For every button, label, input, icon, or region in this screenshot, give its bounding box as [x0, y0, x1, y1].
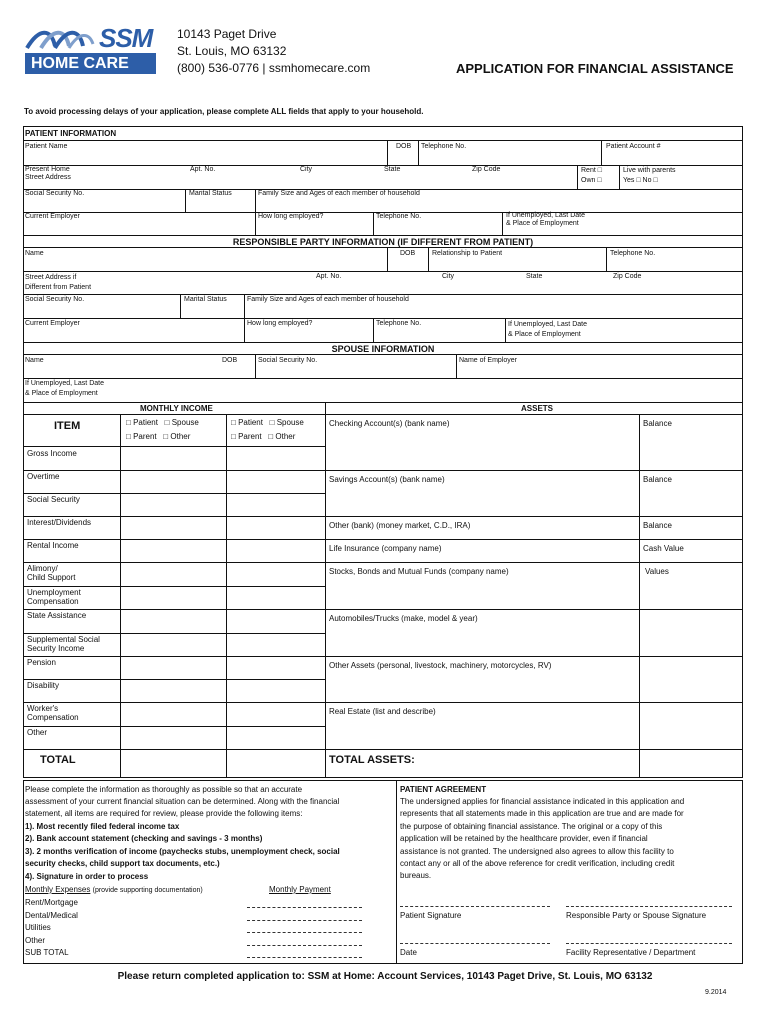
expense-payment-input[interactable]: [247, 920, 362, 921]
spouse-name-field[interactable]: Name: [25, 357, 44, 364]
income-row-label: Rental Income: [27, 541, 79, 550]
monthly-payment-heading: Monthly Payment: [269, 885, 331, 894]
income-col2-cell[interactable]: [227, 656, 324, 679]
responsible-apt-field[interactable]: Apt. No.: [316, 273, 342, 280]
agreement-line: represents that all statements made in this application are true and are made for: [400, 809, 684, 819]
live-with-parents-checkbox[interactable]: Yes □ No □: [623, 177, 658, 184]
income-col2-cell[interactable]: [227, 516, 324, 539]
agreement-line: contact any or all of the above reference for credit verification, including credit: [400, 859, 675, 868]
spouse-unemployed-field[interactable]: If Unemployed, Last Date & Place of Employment: [25, 380, 104, 398]
expense-label: Utilities: [25, 923, 51, 932]
expense-label: SUB TOTAL: [25, 948, 69, 957]
patient-how-long-field[interactable]: How long employed?: [258, 213, 324, 220]
income-col1-cell[interactable]: [121, 702, 225, 726]
responsible-zip-field[interactable]: Zip Code: [613, 273, 642, 280]
expense-label: Other: [25, 935, 46, 945]
return-instructions: Please return completed application to: SSM at Home: Account Services, 10143 Paget Drive, St. Louis, MO 63132: [117, 971, 653, 982]
expense-payment-input[interactable]: [247, 945, 362, 946]
ssm-home-care-logo: [25, 24, 156, 75]
income-col2-cell[interactable]: [227, 539, 324, 562]
responsible-city-field[interactable]: City: [442, 273, 455, 280]
intro-line-3: statement, all items are required for review, please provide the following items:: [25, 809, 303, 818]
responsible-marital-field[interactable]: Marital Status: [184, 296, 227, 303]
income-row-label: Interest/Dividends: [27, 518, 92, 527]
date-line[interactable]: Date: [400, 948, 417, 957]
required-item: 1). Most recently filed federal income tax: [25, 822, 180, 831]
income-row-label: State Assistance: [27, 611, 87, 620]
required-item: 3). 2 months verification of income (paychecks stubs, unemployment check, social: [25, 846, 340, 856]
asset-row-value-label[interactable]: Values: [645, 567, 669, 576]
asset-row-divider: [325, 562, 743, 563]
agreement-line: application will be retained by the healthcare provider, even if financial: [400, 834, 648, 844]
patient-state-field[interactable]: State: [384, 166, 401, 173]
income-col1-cell[interactable]: [121, 586, 225, 609]
income-col2-cell[interactable]: [227, 562, 324, 586]
income-row-label: Unemployment Compensation: [27, 588, 81, 606]
patient-dob-field[interactable]: DOB: [396, 143, 412, 150]
income-row-label: Overtime: [27, 472, 60, 481]
asset-row-label[interactable]: Checking Account(s) (bank name): [329, 419, 450, 428]
patient-ssn-field[interactable]: Social Security No.: [25, 190, 85, 197]
logo-tag-bar: [25, 53, 156, 74]
patient-signature-line[interactable]: Patient Signature: [400, 911, 462, 920]
patient-marital-field[interactable]: Marital Status: [189, 190, 232, 197]
required-item: 2). Bank account statement (checking and savings - 3 months): [25, 834, 263, 844]
expense-payment-input[interactable]: [247, 957, 362, 958]
responsible-state-field[interactable]: State: [526, 273, 543, 280]
monthly-income-heading: MONTHLY INCOME: [140, 404, 213, 413]
income-col2-cell[interactable]: [227, 679, 324, 702]
patient-zip-field[interactable]: Zip Code: [472, 166, 501, 173]
responsible-how-long-field[interactable]: How long employed?: [247, 320, 313, 327]
responsible-name-field[interactable]: Name: [25, 250, 44, 257]
income-col1-cell[interactable]: [121, 539, 225, 562]
income-row-label: Pension: [27, 658, 56, 667]
responsible-address-field[interactable]: Street Address if Different from Patient: [25, 274, 92, 292]
asset-row-value-label[interactable]: Cash Value: [643, 544, 684, 553]
income-col2-cell[interactable]: [227, 586, 324, 609]
col2-parent-other[interactable]: □ Parent □ Other: [231, 432, 296, 441]
patient-city-field[interactable]: City: [300, 166, 313, 173]
responsible-party-heading: RESPONSIBLE PARTY INFORMATION (IF DIFFERENT FROM PATIENT): [232, 237, 534, 247]
asset-row-divider: [325, 609, 743, 610]
asset-row-value-label[interactable]: Balance: [643, 521, 672, 530]
patient-family-field[interactable]: Family Size and Ages of each member of household: [258, 190, 420, 197]
own-checkbox[interactable]: Own □: [581, 177, 602, 184]
income-col1-cell[interactable]: [121, 447, 225, 470]
logo-brand: SSM: [99, 23, 153, 53]
income-row-label: Social Security: [27, 495, 80, 504]
spouse-dob-field[interactable]: DOB: [222, 357, 238, 364]
required-item: 4). Signature in order to process: [25, 871, 149, 881]
asset-row-label[interactable]: Savings Account(s) (bank name): [329, 475, 445, 484]
income-row-label: Supplemental Social Security Income: [27, 635, 100, 653]
asset-row-label[interactable]: Automobiles/Trucks (make, model & year): [329, 614, 478, 623]
asset-row-value-label[interactable]: Balance: [643, 475, 672, 484]
income-col2-cell[interactable]: [227, 609, 324, 633]
agreement-heading: PATIENT AGREEMENT: [400, 785, 487, 794]
income-total-label: TOTAL: [40, 754, 76, 766]
patient-name-field[interactable]: Patient Name: [25, 143, 68, 150]
income-col1-cell[interactable]: [121, 679, 225, 702]
income-col2-cell[interactable]: [227, 447, 324, 470]
income-col1-cell[interactable]: [121, 633, 225, 656]
agreement-line: assistance is not granted. The undersigned also agrees to allow this facility to: [400, 846, 674, 856]
income-col1-cell[interactable]: [121, 493, 225, 516]
asset-row-label[interactable]: Other (bank) (money market, C.D., IRA): [329, 521, 471, 530]
spouse-info-heading: SPOUSE INFORMATION: [331, 344, 435, 354]
income-col1-cell[interactable]: [121, 726, 225, 749]
logo-tag: HOME CARE: [31, 55, 129, 72]
patient-info-heading: PATIENT INFORMATION: [25, 129, 117, 138]
expenses-heading: Monthly Expenses (provide supporting documentation): [25, 885, 203, 894]
live-with-parents-label: Live with parents: [623, 167, 676, 174]
agreement-line: the purpose of obtaining financial assistance. The original or a copy of this: [400, 821, 663, 831]
rent-checkbox[interactable]: Rent □: [581, 167, 602, 174]
asset-row-label[interactable]: Stocks, Bonds and Mutual Funds (company name): [329, 567, 509, 576]
asset-row-label[interactable]: Life Insurance (company name): [329, 544, 442, 553]
income-row-label: Other: [27, 728, 48, 737]
expense-label: Rent/Mortgage: [25, 898, 78, 907]
income-col2-cell[interactable]: [227, 726, 324, 749]
responsible-dob-field[interactable]: DOB: [400, 250, 416, 257]
income-row-label: Worker's Compensation: [27, 704, 79, 722]
income-col1-cell[interactable]: [121, 516, 225, 539]
header-contact: (800) 536-0776 | ssmhomecare.com: [177, 61, 371, 75]
responsible-phone-field[interactable]: Telephone No.: [610, 250, 656, 257]
responsible-family-field[interactable]: Family Size and Ages of each member of household: [247, 296, 409, 303]
assets-heading: ASSETS: [521, 404, 554, 413]
required-item: security checks, child support tax documents, etc.): [25, 859, 220, 869]
patient-unemployed-field[interactable]: If Unemployed, Last Date & Place of Employment: [506, 212, 585, 228]
asset-row-value-label[interactable]: Balance: [643, 419, 672, 428]
col1-parent-other[interactable]: □ Parent □ Other: [126, 432, 191, 441]
patient-account-field[interactable]: Patient Account #: [606, 143, 661, 150]
expense-label: Dental/Medical: [25, 910, 78, 920]
income-col2-cell[interactable]: [227, 633, 324, 656]
total-assets-label: TOTAL ASSETS:: [329, 754, 415, 766]
responsible-employer-field[interactable]: Current Employer: [25, 320, 80, 327]
income-col1-cell[interactable]: [121, 656, 225, 679]
expense-payment-input[interactable]: [247, 932, 362, 933]
income-col2-cell[interactable]: [227, 470, 324, 493]
spouse-ssn-field[interactable]: Social Security No.: [258, 357, 318, 364]
patient-address-field[interactable]: Present Home Street Address: [25, 166, 71, 182]
logo-swoosh-icon: [25, 26, 95, 52]
income-col1-cell[interactable]: [121, 470, 225, 493]
intro-line-1: Please complete the information as thoroughly as possible so that an accurate: [25, 785, 303, 794]
agreement-line: The undersigned applies for financial assistance indicated in this application and: [400, 797, 685, 806]
income-col1-cell[interactable]: [121, 609, 225, 633]
facility-representative-line[interactable]: Facility Representative / Department: [566, 948, 696, 957]
income-row-label: Disability: [27, 681, 60, 690]
item-heading: ITEM: [54, 420, 81, 432]
income-row-label: Alimony/ Child Support: [27, 564, 76, 582]
responsible-employer-phone-field[interactable]: Telephone No.: [376, 320, 422, 327]
expense-payment-input[interactable]: [247, 907, 362, 908]
patient-employer-field[interactable]: Current Employer: [25, 213, 80, 220]
income-col2-cell[interactable]: [227, 493, 324, 516]
patient-phone-field[interactable]: Telephone No.: [421, 143, 467, 150]
patient-apt-field[interactable]: Apt. No.: [190, 166, 216, 173]
responsible-unemployed-field[interactable]: If Unemployed, Last Date & Place of Employment: [508, 321, 587, 339]
asset-row-divider: [325, 702, 743, 703]
asset-row-divider: [325, 516, 743, 517]
patient-employer-phone-field[interactable]: Telephone No.: [376, 213, 422, 220]
income-row-label: Gross Income: [27, 449, 77, 458]
asset-row-label[interactable]: Other Assets (personal, livestock, machinery, motorcycles, RV): [329, 661, 552, 670]
instructions: To avoid processing delays of your application, please complete ALL fields that apply to your household.: [24, 107, 424, 116]
page-title: APPLICATION FOR FINANCIAL ASSISTANCE: [456, 61, 734, 76]
asset-row-divider: [325, 470, 743, 471]
income-col1-cell[interactable]: [121, 562, 225, 586]
intro-line-2: assessment of your current financial situation can be determined. Along with the financial: [25, 797, 340, 806]
responsible-signature-line[interactable]: Responsible Party or Spouse Signature: [566, 911, 707, 920]
asset-row-divider: [325, 656, 743, 657]
header-address-line-1: 10143 Paget Drive: [177, 27, 277, 41]
version-label: 9.2014: [705, 989, 727, 996]
spouse-employer-field[interactable]: Name of Employer: [459, 357, 517, 364]
asset-row-label[interactable]: Real Estate (list and describe): [329, 707, 436, 716]
col2-patient-spouse[interactable]: □ Patient □ Spouse: [231, 418, 304, 427]
header-address-line-2: St. Louis, MO 63132: [177, 44, 287, 58]
income-col2-cell[interactable]: [227, 702, 324, 726]
responsible-ssn-field[interactable]: Social Security No.: [25, 296, 85, 303]
asset-row-divider: [325, 539, 743, 540]
responsible-relationship-field[interactable]: Relationship to Patient: [432, 250, 503, 257]
agreement-line: bureaus.: [400, 871, 432, 881]
col1-patient-spouse[interactable]: □ Patient □ Spouse: [126, 418, 199, 427]
